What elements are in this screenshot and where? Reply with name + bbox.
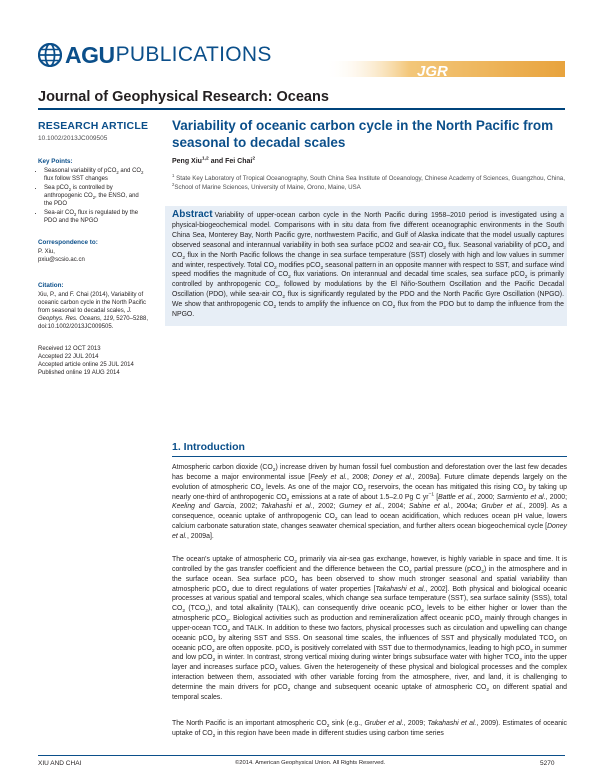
agu-publications-logo[interactable] <box>38 42 272 68</box>
section-heading-rule <box>172 456 567 457</box>
jgr-badge <box>325 55 565 83</box>
intro-paragraph-1: Atmospheric carbon dioxide $(CO_2)$ increase driven by human fossil fuel combustion and deforestation over the last few decades has become a major environmental issue [Feely et al., 2008; Doney et al., 2009a]. Future climate depends largely on the evolution of atmospheric $CO_2$ levels. As one of the major $CO_2$ reservoirs, the ocean has mitigated this rising $CO_2$ by taking up nearly one-third of anthropogenic $CO_2$ emissions at a rate of about 1.5–2.0 Pg C $yr^{-1}$ [Battle et al., 2000; Sarmiento et al., 2000; Keeling and Garcia, 2002; Takahashi et al., 2002; Gurney et al., 2004; Sabine et al., 2004a; Gruber et al., 2009]. As a consequence, oceanic uptake of anthropogenic $CO_2$ can lead to ocean acidification, which reduces ocean pH value, lowers calcium carbonate saturation state, changes seawater chemical speciation, and further alters ocean biogeochemical cycle [Doney et al., 2009a]. <box>172 464 568 540</box>
date-published: Published online 19 AUG 2014 <box>38 370 120 376</box>
abstract-label: Abstract <box>172 209 213 220</box>
doi-text[interactable]: 10.1002/2013JC009505 <box>38 135 108 142</box>
page-number: 5270 <box>540 760 555 767</box>
footer-rule <box>38 755 565 756</box>
journal-title: Journal of Geophysical Research: Oceans <box>38 89 329 105</box>
citation-section <box>38 282 148 331</box>
section-heading-introduction: 1. Introduction <box>172 441 245 453</box>
date-accepted-online: Accepted article online 25 JUL 2014 <box>38 362 134 368</box>
key-point-item: • Sea-air $CO_2$ flux is regulated by the PDO and the NPGO <box>44 209 148 225</box>
journal-title-rule <box>38 108 565 110</box>
key-points-section <box>38 158 148 226</box>
date-accepted: Accepted 22 JUL 2014 <box>38 354 99 360</box>
jgr-badge-text: JGR <box>417 63 448 80</box>
logo-agu-text: AGU <box>65 41 115 68</box>
abstract-text <box>172 210 564 320</box>
affiliations: $^1$ State Key Laboratory of Tropical Oceanography, South China Sea Institute of Oceanology, Chinese Academy of Sciences, Guangzhou, China, $^2$School of Marine Sciences, University of Maine, Orono, Maine, USA <box>172 172 565 191</box>
dates-section <box>38 345 148 377</box>
article-type-label: RESEARCH ARTICLE <box>38 120 149 132</box>
citation-heading: Citation: <box>38 282 64 289</box>
correspondence-section <box>38 239 148 264</box>
abstract-body: Variability of upper-ocean carbon cycle in the North Pacific during 1958–2010 period is investigated using a physical-biogeochemical model. Comparisons with in situ data from five different oceanographic environments in the South China Sea, Monterey Bay, North Pacific gyre, northwestern Pacific, and Gulf of Alaska indicate that the model usually captures observed seasonal and interannual variability in both sea surface pCO2 and sea-air $CO_2$ flux. Seasonal variability of pCO$_2$ and $CO_2$ flux in the North Pacific follows the change in sea surface temperature (SST) closely with high and low values in summer and winter, respectively. Total $CO_2$ modifies pCO$_2$ seasonal pattern in an opposite manner with respect to SST, and surface wind speed modifies the magnitude of $CO_2$ flux variations. On interannual and decadal time scales, sea surface pCO$_2$ is primarily controlled by anthropogenic $CO_2$, followed by modulations by the El Niño-Southern Oscillation and the Pacific Decadal Oscillation (PDO), while sea-air $CO_2$ flux is significantly regulated by the PDO and the North Pacific Gyre Oscillation (NPGO). We show that anthropogenic $CO_2$ tends to amplify the influence on $CO_2$ flux from the PDO but to damp the influence from the NPGO. <box>172 212 565 319</box>
key-point-item: • Seasonal variability of pCO$_2$ and $CO_2$ flux follow SST changes <box>44 167 148 183</box>
correspondence-heading: Correspondence to: <box>38 239 98 246</box>
key-point-item: • Sea pCO$_2$ is controlled by anthropogenic $CO_2$, the ENSO, and the PDO <box>44 184 148 208</box>
key-points-heading: Key Points: <box>38 158 73 165</box>
intro-paragraph-2: The ocean's uptake of atmospheric $CO_2$ primarily via air-sea gas exchange, however, is highly variable in space and time. It is controlled by the gas transfer coefficient and the difference between the $CO_2$ partial pressure (pCO$_2$) in the atmosphere and in the surface ocean. Sea surface pCO$_2$ has been observed to show much stronger seasonal and spatial variability than atmospheric pCO$_2$ due to direct regulations of water properties [Takahashi et al., 2002]. Both physical and biological oceanic processes at various spatial and temporal scales, which change sea surface temperature (SST), sea surface salinity (SSS), total $CO_2$ $(TCO_2)$, and total alkalinity (TALK), can consequently drive oceanic pCO$_2$ levels to be either higher or lower than the atmospheric pCO$_2$. Biological activities such as production and remineralization affect oceanic pCO$_2$ mainly through changes in upper-ocean $TCO_2$ and TALK. In addition to these two factors, physical processes such as circulation and upwelling can change oceanic pCO$_2$ by altering SST and SSS. On seasonal time scales, the influences of SST and physically modulated $TCO_2$ on oceanic pCO$_2$ are often opposite. pCO$_2$ is positively correlated with SST due to thermodynamics, leading to high pCO$_2$ in summer and low pCO$_2$ in winter. In contrast, strong vertical mixing during winter brings subsurface water with higher $TCO_2$ into the upper layer and increases surface pCO$_2$ values. Given the heterogeneity of these physical and biological processes and the complex interaction between them, associated with other variable forcing from the atmosphere, river, and land, it is challenging to determine the main drivers for pCO$_2$ change and subsequent oceanic uptake of atmospheric $CO_2$ on different spatial and temporal scales. <box>172 556 568 701</box>
intro-paragraph-3: The North Pacific is an important atmospheric $CO_2$ sink (e.g., Gruber et al., 2009; Takahashi et al., 2009). Estimates of oceanic uptake of $CO_2$ in this region have been made in different studies using carbon time series <box>172 720 568 739</box>
footer-authors: XIU AND CHAI <box>38 760 82 767</box>
correspondence-name: P. Xiu, <box>38 249 55 255</box>
article-title: Variability of oceanic carbon cycle in the North Pacific from seasonal to decadal scales <box>172 118 554 150</box>
author-line: Peng Xiu$^{1,2}$ and Fei Chai$^2$ <box>172 156 256 165</box>
logo-publications-text: PUBLICATIONS <box>115 43 272 66</box>
date-received: Received 12 OCT 2013 <box>38 346 101 352</box>
citation-text: Xiu, P., and F. Chai (2014), Variability of oceanic carbon cycle in the North Pacific from seasonal to decadal scales, J. Geophys. Res. Oceans, 119, 5270–5288, doi:10.1002/2013JC009505. <box>38 292 148 330</box>
footer-copyright: ©2014. American Geophysical Union. All Rights Reserved. <box>235 760 386 766</box>
globe-icon <box>38 43 62 67</box>
correspondence-email-link[interactable]: pxiu@scsio.ac.cn <box>38 257 85 263</box>
